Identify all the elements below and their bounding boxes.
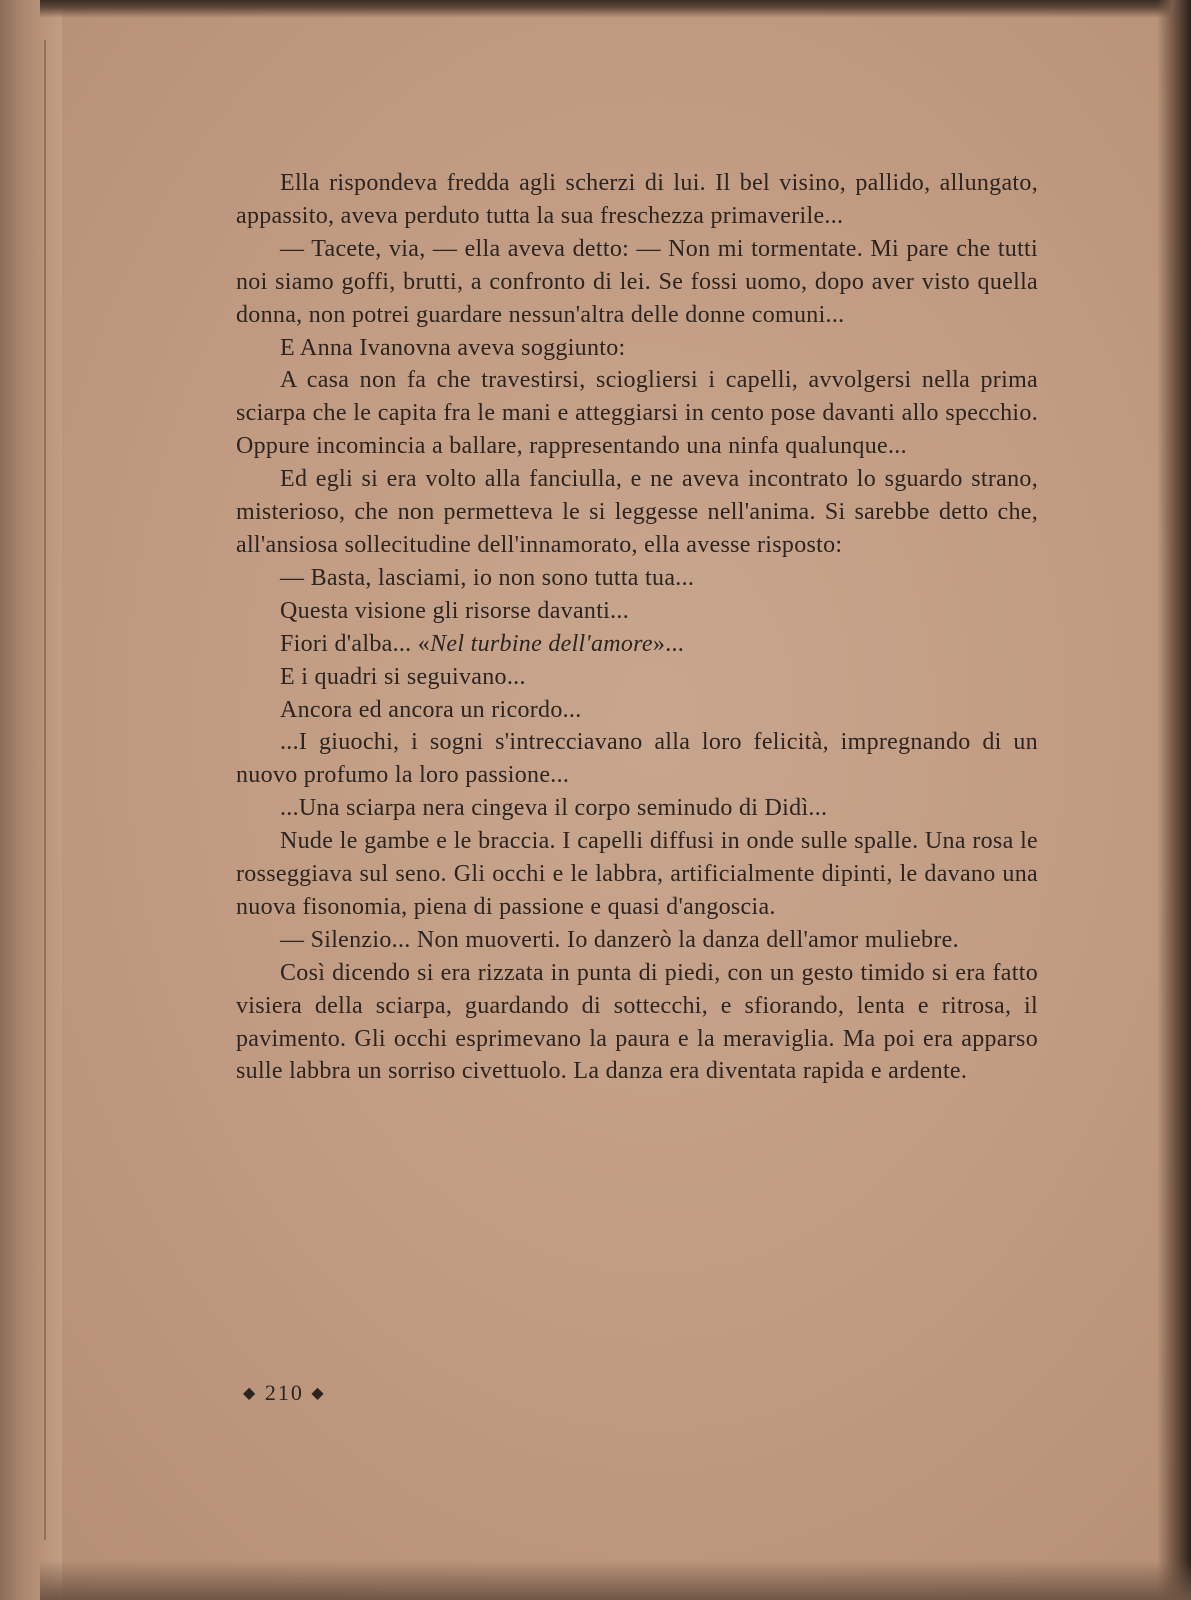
paragraph: Così dicendo si era rizzata in punta di piedi, con un gesto timido si era fatto visiera della sciarpa, guardando di sottecchi, e sfiorando, lenta e ritrosa, il pavimento. Gli occhi esprimevano la paura e la meraviglia. Ma poi era apparso sulle labbra un sorriso civettuolo. La danza era diventata rapida e ardente. — [236, 959, 1038, 1085]
page-right-edge — [1157, 0, 1191, 1600]
paragraph: — Tacete, via, — ella aveva detto: — Non mi tormentate. Mi pare che tutti noi siamo goffi, brutti, a confronto di lei. Se fossi uomo, dopo aver visto quella donna, non potrei guardare nessun'altra delle donne comuni... — [236, 235, 1038, 328]
book-binding — [0, 0, 62, 1600]
page-top-edge — [40, 0, 1191, 18]
paragraph: A casa non fa che travestirsi, sciogliersi i capelli, avvolgersi nella prima sciarpa che le capita fra le mani e atteggiarsi in cento pose davanti allo specchio. Oppure incomincia a ballare, rappresentando una ninfa qualunque... — [236, 367, 1038, 460]
paragraph: Nude le gambe e le braccia. I capelli diffusi in onde sulle spalle. Una rosa le rosseggiava sul seno. Gli occhi e le labbra, artificialmente dipinti, le davano una nuova fisonomia, piena di passione e quasi d'angoscia. — [236, 828, 1038, 920]
italic-title: Nel turbine dell'amore — [430, 630, 653, 657]
paragraph-text: »... — [652, 630, 685, 657]
paragraph: E Anna Ivanovna aveva soggiunto: — [280, 334, 626, 361]
paragraph: Ancora ed ancora un ricordo... — [280, 696, 582, 723]
binding-fold-line — [44, 40, 46, 1540]
paragraph: Questa visione gli risorse davanti... — [280, 597, 630, 624]
paragraph: Ed egli si era volto alla fanciulla, e ne aveva incontrato lo sguardo strano, misterioso, che non permetteva le si leggesse nell'anima. Si sarebbe detto che, all'ansiosa sollecitudine dell'innamorato, ella avesse risposto: — [236, 466, 1038, 558]
paragraph: — Basta, lasciami, io non sono tutta tua... — [280, 564, 695, 591]
page-number-footer — [243, 1380, 326, 1406]
paragraph-with-title — [236, 628, 1038, 661]
paragraph-text: Fiori d'alba... « — [280, 630, 431, 657]
body-text — [236, 167, 1038, 1088]
diamond-ornament-icon: ◆ — [243, 1385, 258, 1402]
diamond-ornament-icon: ◆ — [311, 1385, 326, 1402]
paragraph: ...Una sciarpa nera cingeva il corpo seminudo di Didì... — [280, 795, 828, 822]
page-number: 210 — [264, 1380, 304, 1405]
page-bottom-edge — [40, 1560, 1191, 1600]
paragraph: ...I giuochi, i sogni s'intrecciavano alla loro felicità, impregnando di un nuovo profumo la loro passione... — [236, 729, 1038, 789]
paragraph: E i quadri si seguivano... — [280, 663, 526, 690]
paragraph: Ella rispondeva fredda agli scherzi di lui. Il bel visino, pallido, allungato, appassito, aveva perduto tutta la sua freschezza primaverile... — [236, 170, 1038, 229]
paragraph: — Silenzio... Non muoverti. Io danzerò la danza dell'amor muliebre. — [280, 926, 959, 953]
